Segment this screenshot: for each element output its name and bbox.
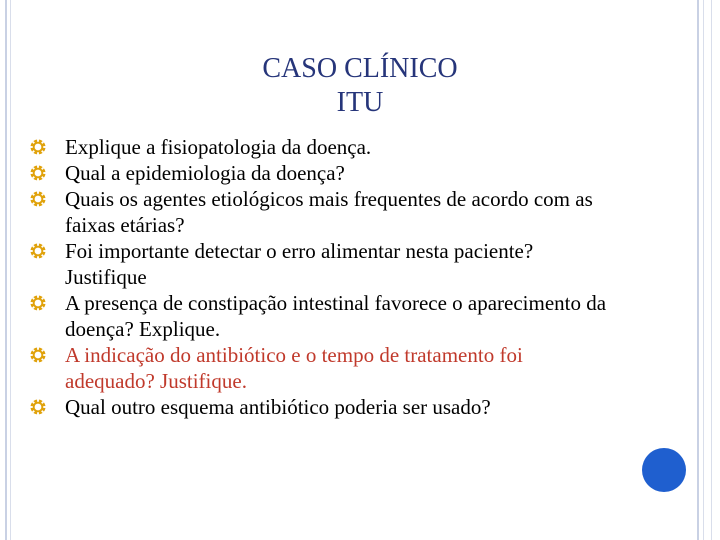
frame-line-right-2 — [703, 0, 704, 540]
bullet-text: Qual a epidemiologia da doença? — [65, 161, 345, 185]
gear-icon — [29, 242, 47, 260]
gear-icon — [29, 164, 47, 182]
frame-line-left-outer — [5, 0, 7, 540]
decorative-dot — [642, 448, 686, 492]
gear-icon — [29, 138, 47, 156]
frame-line-left-inner — [10, 0, 11, 540]
slide-title — [150, 52, 570, 120]
slide-title-line-1: CASO CLÍNICO — [262, 53, 458, 84]
bullet-text: Qual outro esquema antibiótico poderia ser usado? — [65, 395, 491, 419]
frame-line-right-1 — [697, 0, 699, 540]
gear-icon — [29, 294, 47, 312]
bullet-text: Foi importante detectar o erro alimentar nesta paciente? Justifique — [65, 239, 534, 289]
slide-title-line-2: ITU — [336, 87, 384, 118]
bullet-text: A presença de constipação intestinal favorece o aparecimento da doença? Explique. — [65, 291, 607, 341]
bullet-text: Quais os agentes etiológicos mais frequentes de acordo com as faixas etárias? — [65, 187, 593, 237]
gear-icon — [29, 346, 47, 364]
bullet-text: Explique a fisiopatologia da doença. — [65, 135, 372, 159]
bullet-item — [29, 238, 609, 290]
bullet-item-highlighted — [29, 342, 609, 394]
bullet-list — [29, 134, 609, 420]
bullet-text: A indicação do antibiótico e o tempo de tratamento foi adequado? Justifique. — [65, 343, 523, 393]
gear-icon — [29, 398, 47, 416]
bullet-item — [29, 134, 609, 160]
frame-line-right-3 — [711, 0, 712, 540]
gear-icon — [29, 190, 47, 208]
bullet-item — [29, 394, 609, 420]
bullet-item — [29, 290, 609, 342]
bullet-item — [29, 186, 609, 238]
bullet-item — [29, 160, 609, 186]
